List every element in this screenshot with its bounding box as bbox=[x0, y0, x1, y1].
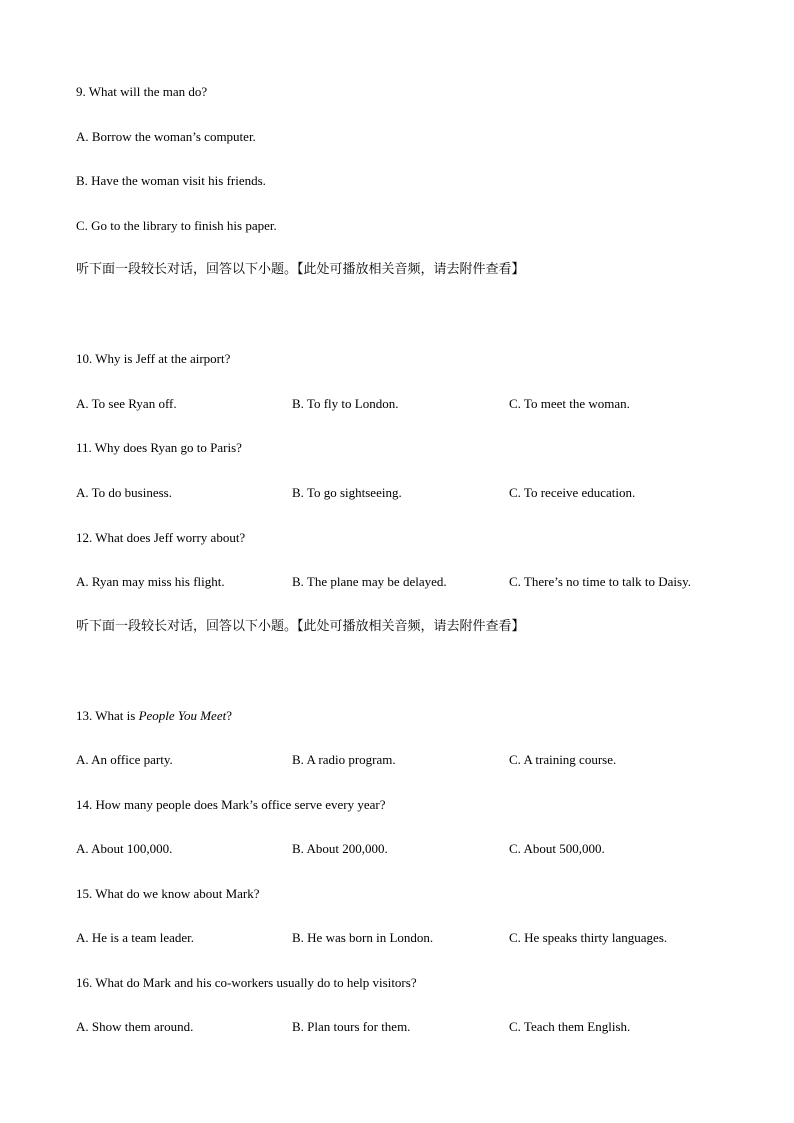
question-13-suffix: ? bbox=[226, 708, 232, 723]
question-12: 12. What does Jeff worry about? bbox=[76, 530, 246, 545]
question-15-option-b: B. He was born in London. bbox=[292, 930, 434, 945]
question-11-option-a: A. To do business. bbox=[76, 485, 172, 500]
question-13-option-c: C. A training course. bbox=[509, 752, 617, 767]
question-16-option-c: C. Teach them English. bbox=[509, 1019, 631, 1034]
listening-instruction-1: 听下面一段较长对话，回答以下小题。【此处可播放相关音频，请去附件查看】 bbox=[76, 262, 525, 277]
question-12-option-a: A. Ryan may miss his flight. bbox=[76, 574, 225, 589]
question-9-option-c: C. Go to the library to finish his paper. bbox=[76, 218, 277, 233]
question-12-option-b: B. The plane may be delayed. bbox=[292, 574, 447, 589]
question-10-option-a: A. To see Ryan off. bbox=[76, 396, 177, 411]
question-15: 15. What do we know about Mark? bbox=[76, 886, 260, 901]
question-14: 14. How many people does Mark’s office serve every year? bbox=[76, 797, 386, 812]
question-9-option-a: A. Borrow the woman’s computer. bbox=[76, 129, 256, 144]
question-15-option-c: C. He speaks thirty languages. bbox=[509, 930, 668, 945]
question-16-option-b: B. Plan tours for them. bbox=[292, 1019, 411, 1034]
question-15-option-a: A. He is a team leader. bbox=[76, 930, 195, 945]
question-11-option-c: C. To receive education. bbox=[509, 485, 636, 500]
question-9-option-b: B. Have the woman visit his friends. bbox=[76, 173, 266, 188]
question-13-option-a: A. An office party. bbox=[76, 752, 173, 767]
question-10: 10. Why is Jeff at the airport? bbox=[76, 351, 231, 366]
question-9: 9. What will the man do? bbox=[76, 84, 208, 99]
question-13-prefix: 13. What is bbox=[76, 708, 139, 723]
question-10-option-b: B. To fly to London. bbox=[292, 396, 399, 411]
question-10-option-c: C. To meet the woman. bbox=[509, 396, 630, 411]
listening-instruction-2: 听下面一段较长对话，回答以下小题。【此处可播放相关音频，请去附件查看】 bbox=[76, 619, 525, 634]
question-11: 11. Why does Ryan go to Paris? bbox=[76, 440, 242, 455]
question-11-option-b: B. To go sightseeing. bbox=[292, 485, 402, 500]
question-14-option-b: B. About 200,000. bbox=[292, 841, 388, 856]
question-14-option-c: C. About 500,000. bbox=[509, 841, 605, 856]
question-16: 16. What do Mark and his co-workers usually do to help visitors? bbox=[76, 975, 417, 990]
question-16-option-a: A. Show them around. bbox=[76, 1019, 194, 1034]
question-14-option-a: A. About 100,000. bbox=[76, 841, 173, 856]
question-12-option-c: C. There’s no time to talk to Daisy. bbox=[509, 574, 691, 589]
question-13-program-title: People You Meet bbox=[138, 708, 227, 723]
question-13-option-b: B. A radio program. bbox=[292, 752, 396, 767]
question-13 bbox=[76, 708, 232, 724]
